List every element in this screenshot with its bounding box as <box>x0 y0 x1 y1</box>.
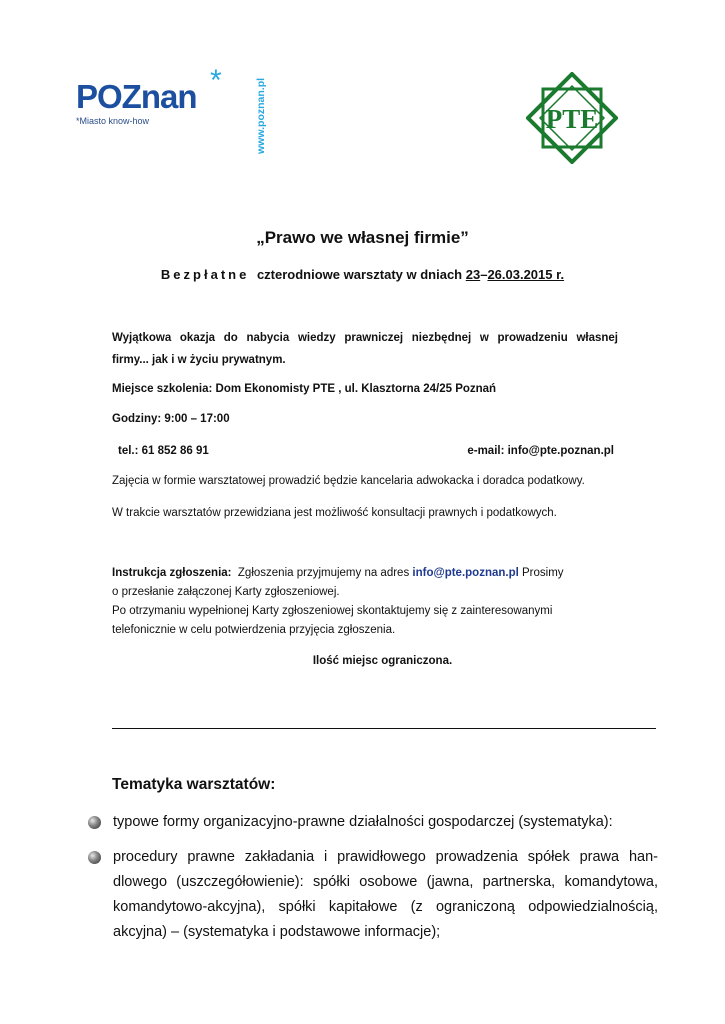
instructions-block <box>112 564 618 640</box>
contact-row <box>118 440 614 462</box>
pte-logo-text: PTE <box>545 104 599 134</box>
subtitle <box>0 267 725 282</box>
list-item <box>88 810 658 835</box>
instructions-email-link[interactable]: info@pte.poznan.pl <box>412 567 519 579</box>
intro-paragraph <box>112 327 618 371</box>
intro-line-1: Wyjątkowa okazja do nabycia wiedzy prawniczej niezbędnej w prowadzeniu własnej <box>112 332 618 344</box>
phone-text: tel.: 61 852 86 91 <box>118 445 209 457</box>
bullet-icon <box>88 816 101 829</box>
location-text: Miejsce szkolenia: Dom Ekonomisty PTE , ul. Klasztorna 24/25 Poznań <box>112 383 497 395</box>
pte-logo <box>526 72 618 164</box>
instructions-label: Instrukcja zgłoszenia: <box>112 567 232 579</box>
hours-text: Godziny: 9:00 – 17:00 <box>112 413 230 425</box>
page-title: „Prawo we własnej firmie” <box>256 228 469 247</box>
subtitle-free-word: Bezpłatne <box>160 267 250 282</box>
instructions-text-after: Prosimy <box>522 567 564 579</box>
divider <box>112 728 656 729</box>
instructions-line-2: o przesłanie załączonej Karty zgłoszeniowej. <box>112 586 340 598</box>
instructions-line-1 <box>112 564 618 583</box>
instructions-text-before: Zgłoszenia przyjmujemy na adres <box>237 567 410 579</box>
info-text-2: W trakcie warsztatów przewidziana jest możliwość konsultacji prawnych i podatkowych. <box>112 507 557 519</box>
topics-title: Tematyka warsztatów: <box>112 776 276 793</box>
poznan-logo-url <box>244 68 274 158</box>
instructions-line-3: Po otrzymaniu wypełnionej Karty zgłoszeniowej skontaktujemy się z zainteresowanymi <box>112 605 553 617</box>
list-item <box>88 845 658 945</box>
poznan-logo-star-icon: * <box>210 64 222 97</box>
poznan-logo-tagline: *Miasto know-how <box>76 116 150 126</box>
instructions-line-4: telefonicznie w celu potwierdzenia przyjęcia zgłoszenia. <box>112 624 396 636</box>
poznan-url-text: www.poznan.pl <box>255 77 267 154</box>
subtitle-date-start: 23 <box>465 267 481 282</box>
poznan-logo-word: POZnan <box>76 78 197 115</box>
intro-line-2: firmy... jak i w życiu prywatnym. <box>112 354 286 366</box>
info-text-1: Zajęcia w formie warsztatowej prowadzić będzie kancelaria adwokacka i doradca podatkowy. <box>112 475 585 487</box>
list-item-text: typowe formy organizacyjno-prawne działalności gospodarczej (systematyka): <box>113 814 613 830</box>
list-item-text: procedury prawne zakładania i prawidłowego prowadzenia spółek prawa han-dlowego (uszczegółowienie): spółki osobowe (jawna, partnerska, komandytowa, komandytowo-akcyjna), spółki kapitałowe (z ograniczoną odpowiedzialnością, akcyjna) – (systematyka i podstawowe informacje); <box>113 849 658 940</box>
subtitle-text: czterodniowe warsztaty w dniach <box>256 267 463 282</box>
subtitle-date-dash: – <box>480 267 488 282</box>
subtitle-date-end: 26.03.2015 r. <box>487 267 565 282</box>
email-contact-text: e-mail: info@pte.poznan.pl <box>467 445 614 457</box>
poznan-logo <box>76 64 276 158</box>
bullet-icon <box>88 851 101 864</box>
limited-seats-text: Ilość miejsc ograniczona. <box>312 655 453 667</box>
